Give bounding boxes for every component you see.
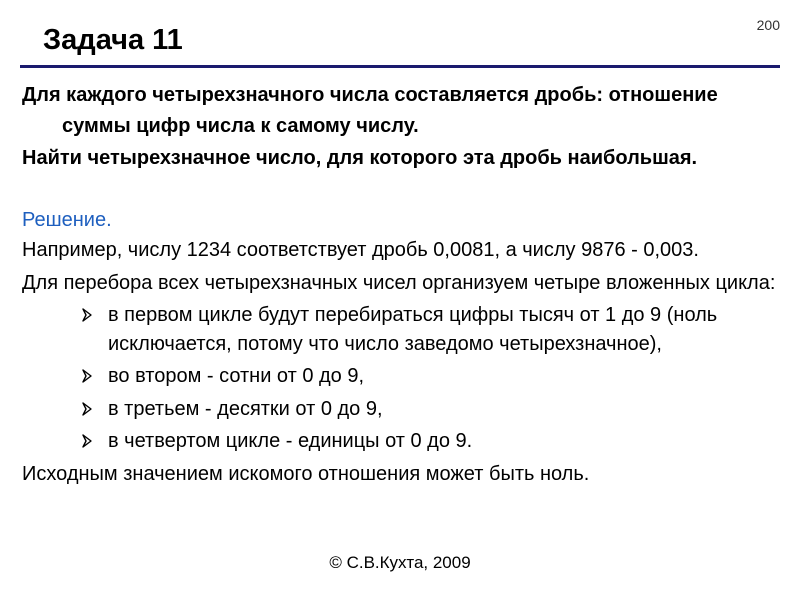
list-item-text: в четвертом цикле - единицы от 0 до 9. (108, 430, 473, 452)
list-item-text: во втором - сотни от 0 до 9, (108, 365, 365, 387)
list-item-text: в первом цикле будут перебираться цифры тысяч от 1 до 9 (ноль исключается, потому что число заведомо четырехзначное), (108, 304, 718, 355)
chevron-arrow-right-icon (80, 308, 94, 322)
list-item (78, 395, 782, 424)
list-item (78, 427, 782, 456)
chevron-arrow-right-icon (80, 402, 94, 416)
copyright-footer: © С.В.Кухта, 2009 (329, 553, 471, 572)
chevron-arrow-right-icon (80, 369, 94, 383)
solution-heading: Решение. (22, 209, 112, 231)
solution-example: Например, числу 1234 соответствует дробь 0,0081, а числу 9876 - 0,003. (22, 239, 699, 261)
task-paragraph: Для каждого четырехзначного числа составляется дробь: отношение суммы цифр числа к самому числу. (22, 84, 718, 137)
list-item-text: в третьем - десятки от 0 до 9, (108, 397, 383, 420)
list-item (78, 362, 782, 391)
solution-body (22, 236, 782, 492)
solution-intro: Для перебора всех четырехзначных чисел организуем четыре вложенных цикла: (22, 271, 776, 294)
chevron-arrow-right-icon (80, 434, 94, 448)
title-divider (20, 65, 780, 68)
task-statement (22, 80, 782, 175)
loop-list (22, 301, 782, 456)
list-item (78, 301, 782, 358)
page-number: 200 (756, 17, 780, 33)
slide-title: Задача 11 (43, 24, 183, 56)
solution-conclusion: Исходным значением искомого отношения может быть ноль. (22, 462, 590, 485)
task-paragraph: Найти четырехзначное число, для которого эта дробь наибольшая. (22, 147, 698, 169)
